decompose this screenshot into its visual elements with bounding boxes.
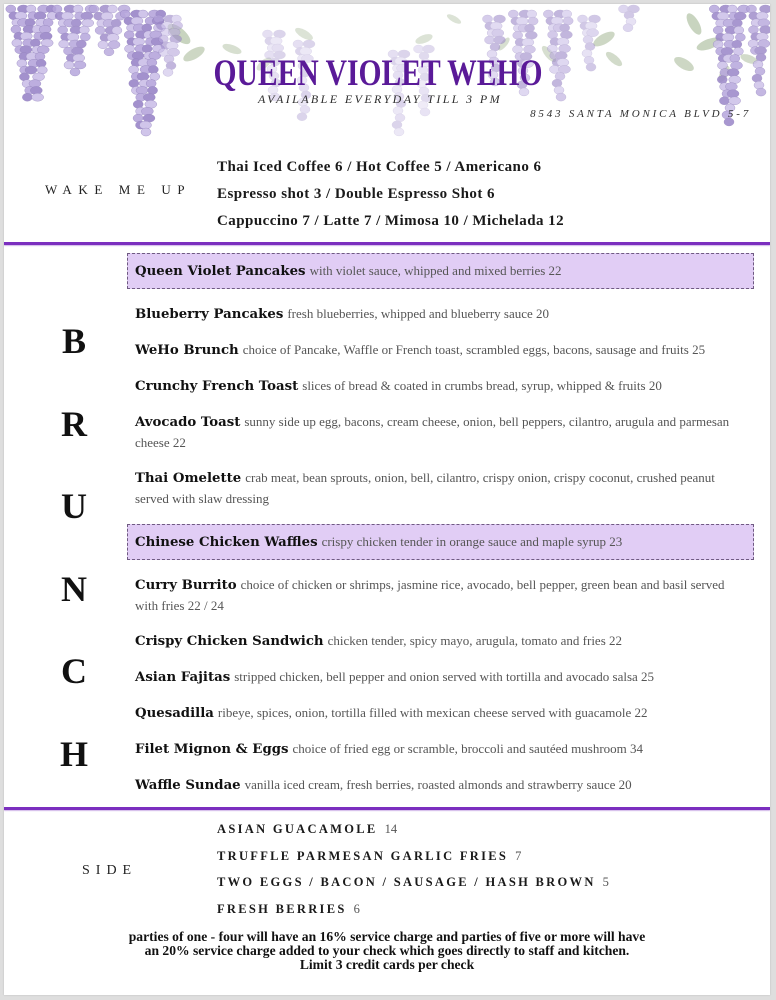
leaf-shape bbox=[446, 12, 463, 25]
wisteria-petal bbox=[717, 12, 729, 20]
wisteria-petal bbox=[82, 19, 94, 27]
brunch-letter: R bbox=[61, 403, 87, 444]
side-item-price: 14 bbox=[384, 822, 398, 836]
wisteria-petal bbox=[713, 40, 723, 48]
wisteria-petal bbox=[423, 45, 435, 53]
wisteria-petal bbox=[76, 40, 86, 48]
menu-item-description: crispy chicken tender in orange sauce and maple syrup 23 bbox=[321, 534, 623, 549]
wisteria-petal bbox=[107, 34, 119, 42]
wisteria-petal bbox=[735, 33, 745, 41]
wisteria-petal bbox=[732, 40, 742, 48]
wisteria-cluster bbox=[52, 5, 97, 76]
wisteria-petal bbox=[709, 5, 719, 13]
notice-line: parties of one - four will have an 16% service charge and parties of five or more will have bbox=[128, 929, 646, 944]
wisteria-petal bbox=[734, 26, 744, 34]
wisteria-petal bbox=[733, 47, 743, 55]
leaf-shape bbox=[181, 44, 207, 65]
wisteria-petal bbox=[64, 61, 74, 69]
wisteria-cluster bbox=[619, 5, 640, 32]
menu-item-description: stripped chicken, bell pepper and onion served with tortilla and avocado salsa 25 bbox=[234, 669, 655, 684]
leaf-shape bbox=[684, 11, 705, 37]
wisteria-petal bbox=[717, 76, 727, 84]
wisteria-petal bbox=[725, 83, 737, 91]
wisteria-petal bbox=[748, 26, 758, 34]
menu-item-description: ribeye, spices, onion, tortilla filled with mexican cheese served with guacamole 22 bbox=[217, 705, 648, 720]
menu-item-name: Quesadilla bbox=[135, 706, 214, 721]
menu-item-description: choice of fried egg or scramble, broccoli and sautéed mushroom 34 bbox=[292, 741, 644, 756]
wisteria-petal bbox=[58, 26, 68, 34]
wisteria-petal bbox=[508, 10, 518, 18]
drink-line: Espresso shot 3 / Double Espresso Shot 6 bbox=[217, 186, 495, 202]
wisteria-petal bbox=[158, 48, 168, 56]
drink-line: Cappuccino 7 / Latte 7 / Mimosa 10 / Michelada 12 bbox=[217, 213, 565, 229]
notice-line: Limit 3 credit cards per check bbox=[299, 957, 475, 972]
menu-item-description: choice of chicken or shrimps, jasmine rice, avocado, bell pepper, green bean and basil served with fries 22 / 24 bbox=[135, 577, 725, 613]
wisteria-petal bbox=[756, 12, 768, 20]
menu-item bbox=[127, 667, 747, 688]
wisteria-petal bbox=[303, 40, 315, 48]
menu-item-name: Thai Omelette bbox=[135, 471, 242, 486]
menu-item bbox=[127, 739, 747, 760]
wisteria-petal bbox=[392, 121, 402, 129]
menu-item bbox=[127, 340, 747, 361]
wisteria-petal bbox=[414, 45, 424, 53]
wisteria-petal bbox=[67, 33, 79, 41]
side-item-name: TWO EGGS / BACON / SAUSAGE / HASH BROWN bbox=[217, 875, 596, 890]
address: 8543 SANTA MONICA BLVD 5-7 bbox=[530, 108, 751, 120]
menu-item bbox=[127, 575, 747, 616]
wisteria-petal bbox=[163, 68, 173, 76]
wisteria-petal bbox=[732, 19, 742, 27]
wisteria-petal bbox=[547, 45, 557, 53]
menu-item-name: Waffle Sundae bbox=[135, 778, 241, 793]
wisteria-petal bbox=[74, 61, 86, 69]
side-label: SIDE bbox=[82, 863, 138, 878]
wisteria-petal bbox=[146, 79, 156, 87]
wisteria-petal bbox=[270, 37, 282, 45]
menu-item-name: Filet Mignon & Eggs bbox=[135, 742, 289, 757]
menu-item-name: Queen Violet Pancakes bbox=[135, 264, 306, 279]
wisteria-petal bbox=[583, 36, 593, 44]
section-divider bbox=[4, 807, 770, 810]
side-menu-list bbox=[217, 816, 609, 923]
wisteria-petal bbox=[25, 66, 37, 74]
side-item bbox=[217, 816, 609, 843]
wisteria-petal bbox=[263, 30, 273, 38]
wisteria-petal bbox=[490, 43, 500, 51]
wisteria-petal bbox=[729, 97, 741, 105]
menu-item-name: Asian Fajitas bbox=[135, 670, 231, 685]
wisteria-petal bbox=[734, 12, 746, 20]
wisteria-petal bbox=[727, 5, 737, 13]
wisteria-petal bbox=[722, 33, 734, 41]
wisteria-petal bbox=[719, 97, 729, 105]
wisteria-petal bbox=[147, 59, 157, 67]
wisteria-petal bbox=[133, 114, 143, 122]
section-divider bbox=[4, 242, 770, 245]
wisteria-petal bbox=[393, 107, 403, 115]
wisteria-petal bbox=[758, 19, 770, 27]
wisteria-petal bbox=[101, 12, 113, 20]
wisteria-petal bbox=[550, 65, 560, 73]
leaf-shape bbox=[604, 50, 624, 69]
menu-item-name: Crispy Chicken Sandwich bbox=[135, 634, 324, 649]
brunch-letter: U bbox=[61, 486, 87, 526]
wisteria-petal bbox=[623, 24, 633, 32]
menu-item-name: Crunchy French Toast bbox=[135, 379, 299, 394]
wisteria-petal bbox=[754, 81, 764, 89]
menu-item-name: Blueberry Pancakes bbox=[135, 307, 284, 322]
wisteria-petal bbox=[528, 17, 538, 25]
wisteria-petal bbox=[132, 52, 144, 60]
side-item-name: FRESH BERRIES bbox=[217, 902, 347, 917]
brunch-letter: N bbox=[61, 568, 87, 609]
menu-item-description: sunny side up egg, bacons, cream cheese, onion, bell peppers, cilantro, arugula and parmesan cheese 22 bbox=[135, 414, 730, 450]
menu-item-featured bbox=[127, 253, 754, 289]
brunch-letter: B bbox=[61, 321, 86, 361]
wisteria-petal bbox=[586, 63, 596, 71]
wisteria-cluster bbox=[6, 5, 57, 101]
menu-item-name: WeHo Brunch bbox=[135, 343, 239, 358]
wisteria-petal bbox=[107, 5, 117, 13]
menu-item-name: Avocado Toast bbox=[135, 415, 241, 430]
wisteria-petal bbox=[490, 22, 502, 30]
wisteria-petal bbox=[73, 5, 83, 13]
wisteria-petal bbox=[142, 24, 152, 32]
wisteria-petal bbox=[727, 69, 739, 77]
wisteria-petal bbox=[527, 10, 537, 18]
menu-page bbox=[4, 4, 770, 995]
wisteria-petal bbox=[747, 5, 757, 13]
wisteria-petal bbox=[148, 66, 158, 74]
wisteria-petal bbox=[582, 49, 592, 57]
wisteria-petal bbox=[395, 114, 405, 122]
wake-me-up-drinks bbox=[217, 154, 564, 235]
wisteria-petal bbox=[556, 93, 566, 101]
menu-item-description: chicken tender, spicy mayo, arugula, tomato and fries 22 bbox=[327, 633, 623, 648]
menu-item bbox=[127, 703, 747, 724]
wisteria-petal bbox=[133, 100, 143, 108]
wisteria-petal bbox=[136, 86, 148, 94]
menu-item-description: fresh blueberries, whipped and blueberry sauce 20 bbox=[287, 306, 550, 321]
wisteria-petal bbox=[108, 41, 120, 49]
wisteria-petal bbox=[59, 40, 69, 48]
menu-item-name: Chinese Chicken Waffles bbox=[135, 535, 318, 550]
menu-item bbox=[127, 412, 747, 453]
wisteria-petal bbox=[297, 113, 307, 121]
wisteria-petal bbox=[752, 74, 762, 82]
menu-item bbox=[127, 304, 747, 325]
wisteria-petal bbox=[562, 10, 572, 18]
wisteria-petal bbox=[95, 26, 105, 34]
wisteria-petal bbox=[394, 128, 404, 136]
wisteria-petal bbox=[79, 26, 89, 34]
wisteria-petal bbox=[111, 19, 121, 27]
menu-item-description: crab meat, bean sprouts, onion, bell, cilantro, crispy onion, crispy coconut, crushed peanut served with slaw dressing bbox=[135, 470, 715, 506]
wisteria-petal bbox=[142, 45, 152, 53]
wisteria-petal bbox=[560, 24, 570, 32]
side-item-price: 6 bbox=[353, 902, 360, 917]
wisteria-petal bbox=[494, 15, 506, 23]
menu-item bbox=[127, 468, 747, 509]
brunch-vertical-label bbox=[49, 300, 99, 795]
wisteria-petal bbox=[713, 26, 723, 34]
menu-item bbox=[127, 775, 747, 796]
leaf-shape bbox=[414, 32, 434, 46]
wisteria-petal bbox=[731, 61, 743, 69]
wisteria-petal bbox=[584, 56, 594, 64]
wisteria-petal bbox=[554, 86, 564, 94]
wisteria-petal bbox=[753, 60, 763, 68]
menu-item-description: choice of Pancake, Waffle or French toast, scrambled eggs, bacons, sausage and fruits 25 bbox=[242, 342, 706, 357]
wisteria-petal bbox=[552, 79, 562, 87]
wisteria-petal bbox=[81, 12, 93, 20]
side-item bbox=[217, 869, 609, 896]
wisteria-petal bbox=[756, 88, 766, 96]
wisteria-petal bbox=[522, 38, 534, 46]
side-item-name: TRUFFLE PARMESAN GARLIC FRIES bbox=[217, 848, 509, 863]
wisteria-petal bbox=[143, 93, 155, 101]
wisteria-petal bbox=[129, 66, 139, 74]
side-item-name: ASIAN GUACAMOLE bbox=[217, 822, 378, 836]
wake-me-up-label: WAKE ME UP bbox=[45, 182, 192, 197]
wisteria-petal bbox=[70, 68, 80, 76]
wisteria-petal bbox=[22, 93, 32, 101]
wisteria-petal bbox=[112, 26, 122, 34]
wisteria-petal bbox=[293, 40, 303, 48]
wisteria-petal bbox=[516, 17, 528, 25]
wisteria-petal bbox=[557, 58, 569, 66]
wisteria-petal bbox=[32, 93, 44, 101]
wisteria-petal bbox=[721, 47, 733, 55]
wisteria-petal bbox=[493, 36, 505, 44]
wisteria-petal bbox=[104, 48, 114, 56]
menu-item-name: Curry Burrito bbox=[135, 578, 237, 593]
side-item bbox=[217, 843, 609, 870]
menu-item-featured bbox=[127, 524, 754, 560]
wisteria-petal bbox=[525, 24, 535, 32]
wisteria-petal bbox=[420, 108, 430, 116]
wisteria-petal bbox=[483, 15, 493, 23]
brunch-letter: H bbox=[59, 733, 88, 774]
menu-item-description: slices of bread & coated in crumbs bread, syrup, whipped & fruits 20 bbox=[302, 378, 662, 393]
wisteria-petal bbox=[485, 36, 495, 44]
notice-line: an 20% service charge added to your check which goes directly to staff and kitchen. bbox=[144, 943, 630, 958]
wisteria-petal bbox=[718, 61, 728, 69]
side-item-price: 7 bbox=[515, 848, 522, 863]
wisteria-petal bbox=[557, 38, 569, 46]
service-charge-notice bbox=[4, 930, 770, 972]
wisteria-petal bbox=[492, 29, 504, 37]
menu-item-description: with violet sauce, whipped and mixed berries 22 bbox=[309, 263, 562, 278]
wisteria-petal bbox=[61, 12, 73, 20]
brunch-menu-list bbox=[127, 253, 754, 811]
wisteria-petal bbox=[141, 107, 153, 115]
drink-line: Thai Iced Coffee 6 / Hot Coffee 5 / Americano 6 bbox=[217, 159, 542, 175]
wisteria-petal bbox=[137, 73, 149, 81]
restaurant-title: QUEEN VIOLET WEHO bbox=[213, 53, 543, 94]
wisteria-petal bbox=[72, 47, 84, 55]
wisteria-petal bbox=[272, 44, 284, 52]
wisteria-petal bbox=[89, 5, 99, 13]
menu-item-description: vanilla iced cream, fresh berries, roasted almonds and strawberry sauce 20 bbox=[244, 777, 632, 792]
wisteria-petal bbox=[138, 10, 148, 18]
side-item bbox=[217, 896, 609, 923]
menu-item bbox=[127, 631, 747, 652]
wisteria-petal bbox=[98, 41, 108, 49]
wisteria-petal bbox=[129, 79, 139, 87]
availability-subtitle: AVAILABLE EVERYDAY TILL 3 PM bbox=[258, 92, 502, 106]
wisteria-petal bbox=[513, 31, 523, 39]
wisteria-petal bbox=[141, 128, 151, 136]
leaf-shape bbox=[293, 26, 314, 43]
wisteria-petal bbox=[525, 31, 537, 39]
menu-item bbox=[127, 376, 747, 397]
wisteria-petal bbox=[729, 76, 741, 84]
leaf-shape bbox=[672, 54, 696, 74]
wisteria-petal bbox=[548, 31, 558, 39]
wisteria-petal bbox=[80, 33, 90, 41]
wisteria-petal bbox=[131, 17, 143, 25]
wisteria-petal bbox=[71, 19, 81, 27]
wisteria-cluster bbox=[747, 5, 771, 96]
wisteria-petal bbox=[52, 5, 62, 13]
wisteria-petal bbox=[730, 54, 740, 62]
wisteria-petal bbox=[73, 54, 85, 62]
wisteria-petal bbox=[133, 38, 145, 46]
wisteria-petal bbox=[274, 30, 286, 38]
wisteria-petal bbox=[748, 40, 758, 48]
wisteria-petal bbox=[756, 33, 768, 41]
wisteria-petal bbox=[727, 90, 739, 98]
brunch-letter: C bbox=[61, 651, 87, 691]
side-item-price: 5 bbox=[602, 875, 609, 890]
